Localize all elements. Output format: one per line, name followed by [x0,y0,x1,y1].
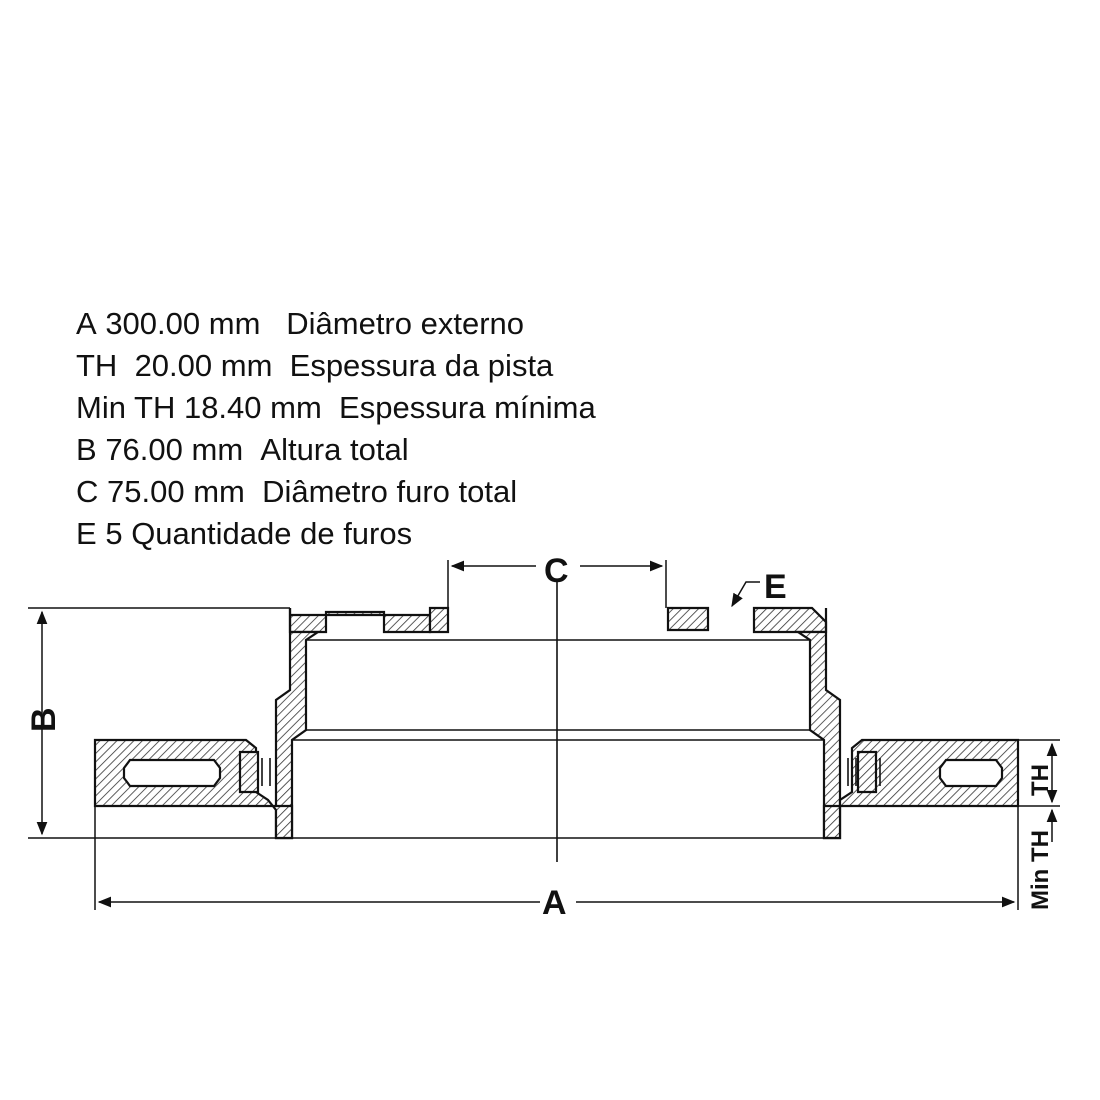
hat-top-right-outer [754,608,826,632]
dimension-e [732,582,760,606]
friction-ring-right [824,740,1018,838]
spec-description: Espessura da pista [289,348,554,383]
spec-description: Espessura mínima [339,390,596,425]
friction-ring-right-side [858,752,876,792]
ring-right-vent [940,760,1002,786]
spec-description: Diâmetro externo [286,306,525,341]
spec-value: 76.00 mm [105,432,244,467]
dimension-c-label: C [544,552,569,590]
spec-code: Min TH [76,390,176,425]
spec-value: 5 [105,516,123,551]
spec-value: 18.40 mm [183,390,322,425]
spec-value: 75.00 mm [107,474,245,509]
friction-ring-left-side [240,752,258,792]
spec-description: Quantidade de furos [131,516,413,551]
hat-wall-right [798,608,840,838]
disc-inner-lines [262,612,880,838]
spec-code: TH [76,348,118,383]
spec-code: C [76,474,99,509]
spec-code: E [76,516,97,551]
dimension-min-th-label: Min TH [1027,830,1054,910]
hat-top-right [668,608,708,630]
dimension-th-label: TH [1027,764,1054,796]
ring-left-vent [124,760,220,786]
spec-code: B [76,432,97,467]
dimension-e-label: E [764,568,787,606]
spec-value: 300.00 mm [105,306,261,341]
friction-ring-left [95,740,292,838]
spec-code: A [76,306,97,341]
dimension-b-label: B [25,707,63,732]
spec-description: Diâmetro furo total [262,474,518,509]
hat-wall-left [276,608,318,838]
spec-value: 20.00 mm [134,348,273,383]
dimension-a-label: A [542,884,567,922]
hat-top-center [430,608,448,632]
spec-description: Altura total [260,432,409,467]
